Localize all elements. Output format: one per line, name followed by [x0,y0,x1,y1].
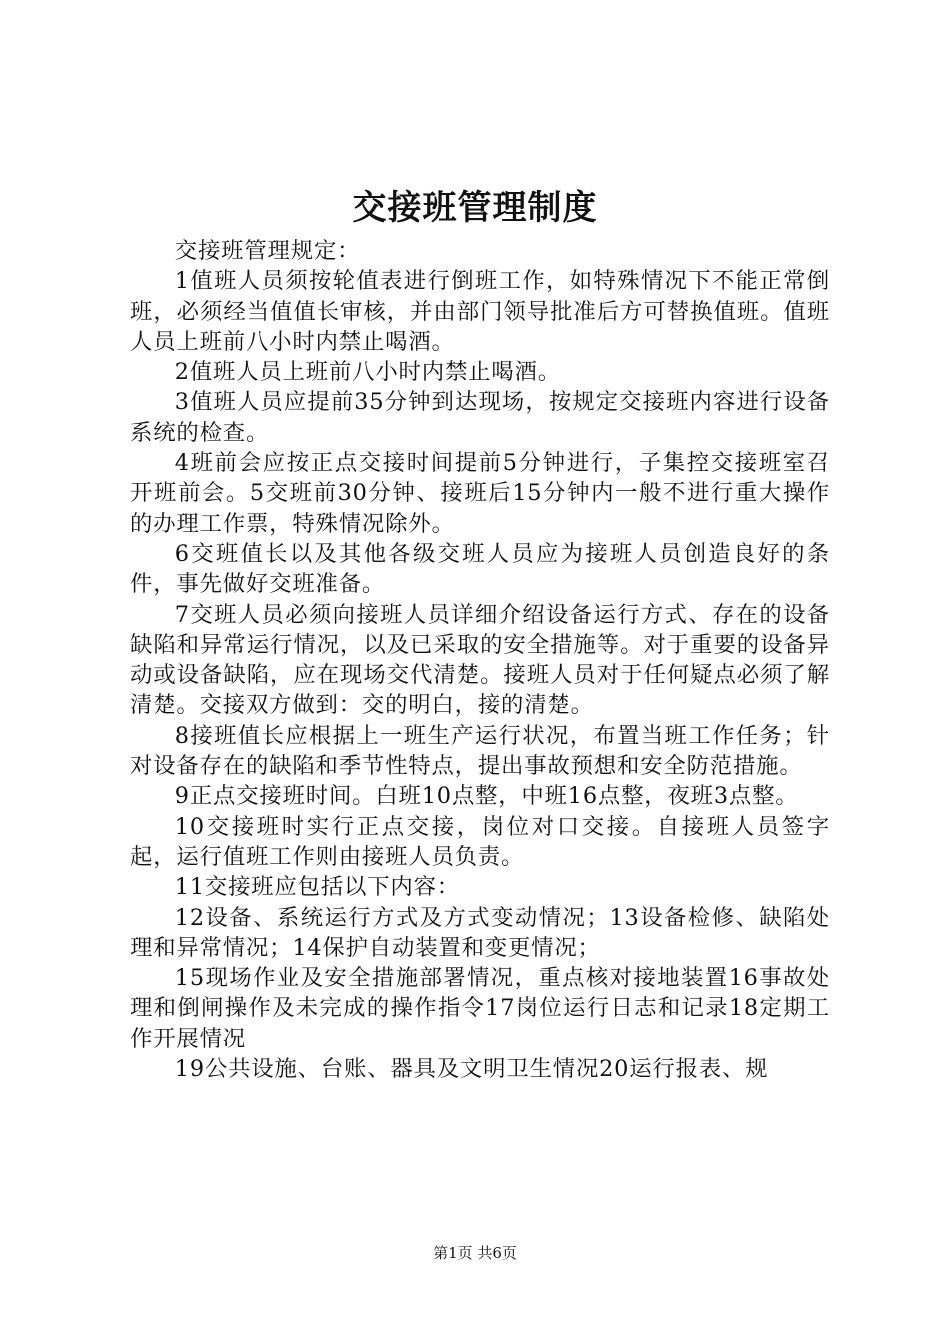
document-body [130,236,830,1084]
paragraph-9: 9正点交接班时间。白班10点整，中班16点整，夜班3点整。 [174,783,799,810]
paragraph-2: 2值班人员上班前八小时内禁止喝酒。 [174,359,561,386]
paragraph-8: 8接班值长应根据上一班生产运行状况，布置当班工作任务；针对设备存在的缺陷和季节性特点，提出事故预想和安全防范措施。 [130,722,830,780]
paragraph-11: 11交接班应包括以下内容： [174,874,460,901]
paragraph-3: 3值班人员应提前35分钟到达现场，按规定交接班内容进行设备系统的检查。 [130,389,830,446]
page-footer: 第1页 共6页 [433,1244,517,1262]
paragraph-15-18: 15现场作业及安全措施部署情况，重点核对接地装置16事故处理和倒闸操作及未完成的操作指令17岗位运行日志和记录18定期工作开展情况 [130,965,830,1052]
paragraph-4-5: 4班前会应按正点交接时间提前5分钟进行，子集控交接班室召开班前会。5交班前30分钟、接班后15分钟内一般不进行重大操作的办理工作票，特殊情况除外。 [130,450,830,537]
paragraph-intro: 交接班管理规定： [174,238,361,264]
paragraph-1: 1值班人员须按轮值表进行倒班工作，如特殊情况下不能正常倒班，必须经当值值长审核，并由部门领导批准后方可替换值班。值班人员上班前八小时内禁止喝酒。 [130,268,830,355]
paragraph-6: 6交班值长以及其他各级交班人员应为接班人员创造良好的条件，事先做好交班准备。 [130,540,830,598]
paragraph-7: 7交班人员必须向接班人员详细介绍设备运行方式、存在的设备缺陷和异常运行情况，以及已采取的安全措施等。对于重要的设备异动或设备缺陷，应在现场交代清楚。接班人员对于任何疑点必须了解清楚。交接双方做到：交的明白，接的清楚。 [130,601,830,719]
page-title: 交接班管理制度 [352,188,598,228]
paragraph-19-20-partial: 19公共设施、台账、器具及文明卫生情况20运行报表、规 [174,1056,769,1083]
paragraph-12-14: 12设备、系统运行方式及方式变动情况；13设备检修、缺陷处理和异常情况；14保护自动装置和变更情况； [130,904,830,961]
paragraph-10: 10交接班时实行正点交接，岗位对口交接。自接班人员签字起，运行值班工作则由接班人员负责。 [130,813,830,870]
